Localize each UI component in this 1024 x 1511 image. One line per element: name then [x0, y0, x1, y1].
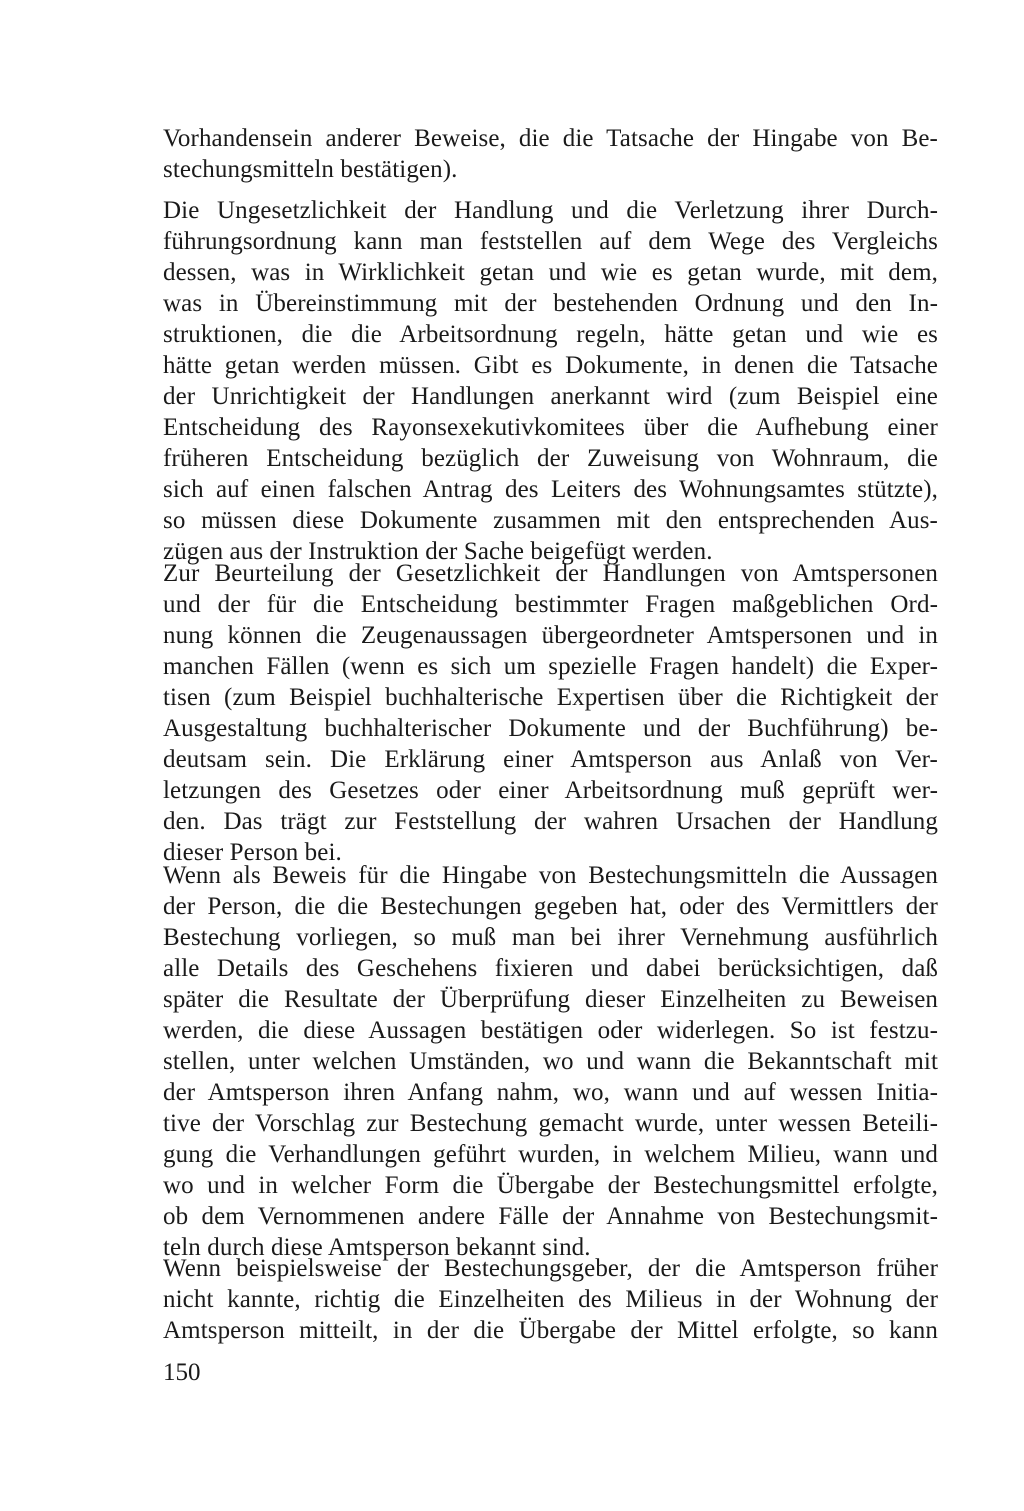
text-line: werden, die diese Aussagen bestätigen oder widerlegen. So ist festzu-: [163, 1017, 938, 1044]
paragraph-2: [163, 195, 938, 567]
text-line: führungsordnung kann man feststellen auf dem Wege des Vergleichs: [163, 228, 938, 255]
text-line: Amtsperson mitteilt, in der die Übergabe der Mittel erfolgte, so kann: [163, 1317, 938, 1344]
text-line: deutsam sein. Die Erklärung einer Amtsperson aus Anlaß von Ver-: [163, 746, 938, 773]
page-number: 150: [163, 1359, 201, 1386]
text-line: dessen, was in Wirklichkeit getan und wie es getan wurde, mit dem,: [163, 259, 938, 286]
paragraph-3: [163, 558, 938, 868]
text-line: letzungen des Gesetzes oder einer Arbeitsordnung muß geprüft wer-: [163, 777, 938, 804]
text-line: Die Ungesetzlichkeit der Handlung und die Verletzung ihrer Durch-: [163, 197, 938, 224]
text-line: nicht kannte, richtig die Einzelheiten des Milieus in der Wohnung der: [163, 1286, 938, 1313]
text-line: tive der Vorschlag zur Bestechung gemacht wurde, unter wessen Beteili-: [163, 1110, 938, 1137]
text-line: stellen, unter welchen Umständen, wo und wann die Bekanntschaft mit: [163, 1048, 938, 1075]
text-line: den. Das trägt zur Feststellung der wahren Ursachen der Handlung: [163, 808, 938, 835]
text-line: Zur Beurteilung der Gesetzlichkeit der Handlungen von Amtspersonen: [163, 560, 938, 587]
text-line: so müssen diese Dokumente zusammen mit den entsprechenden Aus-: [163, 507, 938, 534]
text-line: zügen aus der Instruktion der Sache beigefügt werden.: [163, 538, 713, 565]
text-line: der Unrichtigkeit der Handlungen anerkannt wird (zum Beispiel eine: [163, 383, 938, 410]
text-line: der Amtsperson ihren Anfang nahm, wo, wann und auf wessen Initia-: [163, 1079, 938, 1106]
text-line: hätte getan werden müssen. Gibt es Dokumente, in denen die Tatsache: [163, 352, 938, 379]
text-line: später die Resultate der Überprüfung dieser Einzelheiten zu Beweisen: [163, 986, 938, 1013]
paragraph-1: [163, 123, 938, 185]
text-line: teln durch diese Amtsperson bekannt sind.: [163, 1234, 591, 1261]
text-line: Ausgestaltung buchhalterischer Dokumente und der Buchführung) be-: [163, 715, 938, 742]
text-line: Entscheidung des Rayonsexekutivkomitees über die Aufhebung einer: [163, 414, 938, 441]
text-line: struktionen, die die Arbeitsordnung regeln, hätte getan und wie es: [163, 321, 938, 348]
text-line: nung können die Zeugenaussagen übergeordneter Amtspersonen und in: [163, 622, 938, 649]
text-line: und der für die Entscheidung bestimmter Fragen maßgeblichen Ord-: [163, 591, 938, 618]
text-line: tisen (zum Beispiel buchhalterische Expertisen über die Richtigkeit der: [163, 684, 938, 711]
text-line: wo und in welcher Form die Übergabe der Bestechungsmittel erfolgte,: [163, 1172, 938, 1199]
text-line: Wenn beispielsweise der Bestechungsgeber, der die Amtsperson früher: [163, 1255, 938, 1282]
text-line: alle Details des Geschehens fixieren und dabei berücksichtigen, daß: [163, 955, 938, 982]
text-line: stechungsmitteln bestätigen).: [163, 156, 458, 183]
text-line: gung die Verhandlungen geführt wurden, in welchem Milieu, wann und: [163, 1141, 938, 1168]
paragraph-4: [163, 860, 938, 1263]
text-line: Wenn als Beweis für die Hingabe von Bestechungsmitteln die Aussagen: [163, 862, 938, 889]
text-line: dieser Person bei.: [163, 839, 342, 866]
text-line: früheren Entscheidung bezüglich der Zuweisung von Wohnraum, die: [163, 445, 938, 472]
text-line: was in Übereinstimmung mit der bestehenden Ordnung und den In-: [163, 290, 938, 317]
text-line: ob dem Vernommenen andere Fälle der Annahme von Bestechungsmit-: [163, 1203, 938, 1230]
text-line: sich auf einen falschen Antrag des Leiters des Wohnungsamtes stützte),: [163, 476, 938, 503]
text-line: manchen Fällen (wenn es sich um spezielle Fragen handelt) die Exper-: [163, 653, 938, 680]
paragraph-5: [163, 1253, 938, 1346]
text-line: der Person, die die Bestechungen gegeben hat, oder des Vermittlers der: [163, 893, 938, 920]
text-line: Vorhandensein anderer Beweise, die die Tatsache der Hingabe von Be-: [163, 125, 938, 152]
text-line: Bestechung vorliegen, so muß man bei ihrer Vernehmung ausführlich: [163, 924, 938, 951]
